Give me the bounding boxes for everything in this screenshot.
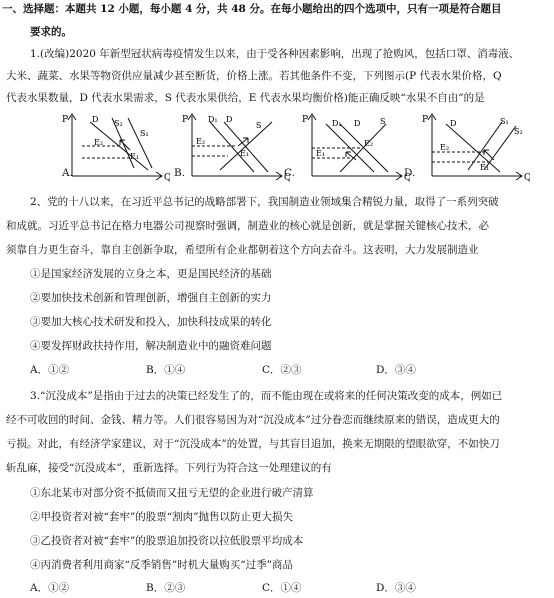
q2-choice-a: A．①② bbox=[30, 364, 70, 376]
svg-text:E₁: E₁ bbox=[240, 149, 250, 158]
q1-line-1: 1.(改编)2020 年新型冠状病毒疫情发生以来，由于受各种因素影响，出现了抢购风，包括口罩、消毒液、 bbox=[30, 48, 520, 60]
svg-text:P: P bbox=[302, 115, 309, 125]
svg-text:D: D bbox=[354, 119, 361, 128]
svg-text:S₁: S₁ bbox=[500, 117, 509, 126]
q1-option-a: A. bbox=[62, 167, 73, 179]
q3-line-2: 经不可收回的时间、金钱、精力等。人们很容易因为对“沉没成本”过分眷恋而继续原来的错误，造成更大的 bbox=[6, 414, 500, 426]
svg-text:D: D bbox=[226, 115, 233, 124]
q1-graph-b bbox=[180, 112, 290, 184]
svg-text:Q: Q bbox=[284, 173, 290, 183]
q3-choice-c: C．①④ bbox=[262, 582, 302, 594]
svg-text:Q: Q bbox=[404, 173, 410, 183]
svg-text:S₂: S₂ bbox=[514, 127, 523, 136]
q2-choice-b: B．①④ bbox=[146, 364, 186, 376]
q1-graph-a bbox=[60, 112, 170, 184]
svg-text:Q: Q bbox=[524, 173, 530, 183]
svg-text:E₂: E₂ bbox=[364, 139, 374, 148]
q1-graph-c bbox=[300, 112, 410, 184]
q3-item-3: ③乙投资者对被“套牢”的股票追加投资以拉低股票平均成本 bbox=[30, 535, 304, 547]
q2-item-1: ①是国家经济发展的立身之本，更是国民经济的基础 bbox=[30, 268, 272, 280]
q2-line-1: 2、党的十八以来，在习近平总书记的战略部署下，我国制造业领域集合精锐力量，取得了一系列突破 bbox=[30, 196, 499, 208]
q2-choice-d: D．③④ bbox=[376, 364, 416, 376]
svg-text:P: P bbox=[422, 115, 429, 125]
q1-graph-d bbox=[420, 112, 530, 184]
svg-text:D: D bbox=[92, 115, 99, 124]
svg-text:S₁: S₁ bbox=[140, 129, 149, 138]
q2-item-2: ②要加快技术创新和管理创新，增强自主创新的实力 bbox=[30, 292, 272, 304]
q1-line-2: 大米、蔬菜、水果等物资供应量减少甚至断货，价格上涨。若其他条件不变，下列图示(P 代表水果价格，Q bbox=[6, 70, 502, 82]
svg-text:E₂: E₂ bbox=[94, 138, 104, 147]
q3-item-2: ②甲投资者对被“套牢”的股票“割肉”抛售以防止更大损失 bbox=[30, 511, 293, 523]
q2-line-2: 和成就。习近平总书记在格力电器公司视察时强调，制造业的核心就是创新，就是掌握关键核心技术，必 bbox=[6, 220, 489, 232]
svg-text:S₂: S₂ bbox=[114, 119, 123, 128]
svg-text:E₁: E₁ bbox=[130, 152, 140, 161]
q3-item-1: ①东北某市对部分资不抵债而又扭亏无望的企业进行破产清算 bbox=[30, 487, 314, 499]
q3-choice-a: A．①② bbox=[30, 582, 70, 594]
svg-text:E₂: E₂ bbox=[440, 143, 450, 152]
q3-choice-d: D．③④ bbox=[376, 582, 416, 594]
axis-p: P bbox=[62, 115, 69, 125]
svg-text:E₂: E₂ bbox=[196, 137, 206, 146]
svg-text:S: S bbox=[380, 117, 386, 126]
section-header-cont: 要求的。 bbox=[30, 26, 72, 38]
svg-text:D: D bbox=[450, 119, 457, 128]
svg-text:P: P bbox=[182, 115, 189, 125]
q2-choice-c: C．②③ bbox=[262, 364, 302, 376]
svg-text:E₁: E₁ bbox=[316, 149, 326, 158]
q3-choice-b: B．②③ bbox=[146, 582, 186, 594]
q3-line-4: 斩乱麻，接受“沉没成本”，重新选择。下列行为符合这一处理建议的有 bbox=[6, 462, 332, 474]
q1-option-c: C. bbox=[284, 167, 295, 179]
svg-text:Q: Q bbox=[164, 173, 170, 183]
q2-item-4: ④要发挥财政扶持作用，解决制造业中的融资难问题 bbox=[30, 340, 272, 352]
q3-item-4: ④丙消费者利用商家“反季销售”时机大量购买“过季”商品 bbox=[30, 559, 293, 571]
svg-text:D₁: D₁ bbox=[208, 115, 218, 124]
q2-item-3: ③要加大核心技术研发和投入，加快科技成果的转化 bbox=[30, 316, 272, 328]
q3-line-1: 3.“沉没成本”是指由于过去的决策已经发生了的，而不能由现在或将来的任何决策改变的成本，例如已 bbox=[30, 390, 503, 402]
svg-text:E₁: E₁ bbox=[480, 163, 490, 172]
section-header: 一、选择题：本题共 12 小题，每小题 4 分，共 48 分。在每小题给出的四个选项中，只有一项是符合题目 bbox=[2, 3, 502, 15]
q1-option-b: B. bbox=[174, 167, 186, 179]
q1-line-3: 代表水果数量，D 代表水果需求，S 代表水果供给，E 代表水果均衡价格)能正确反映“水果不自由”的是 bbox=[6, 92, 485, 104]
svg-text:D₁: D₁ bbox=[332, 119, 342, 128]
q1-option-d: D. bbox=[404, 167, 416, 179]
q3-line-3: 亏损。对此，有经济学家建议，对于“沉没成本”的处置，与其盲目追加，换来无期限的望眼欲穿，不如快刀 bbox=[6, 438, 500, 450]
q2-line-3: 须靠自力更生奋斗，靠自主创新争取，希望所有企业都朝着这个方向去奋斗。这表明，大力发展制造业 bbox=[6, 244, 479, 256]
svg-text:S: S bbox=[256, 121, 262, 130]
